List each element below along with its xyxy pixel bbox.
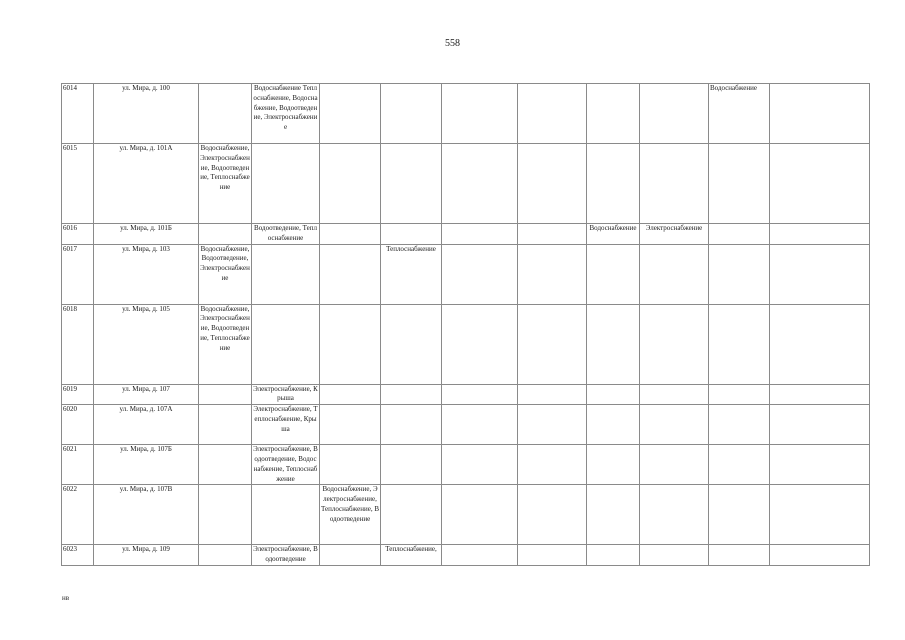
works-cell [709,405,770,445]
works-cell [199,405,252,445]
table-row [62,384,870,405]
works-cell [709,304,770,384]
works-cell [770,244,870,304]
row-number-cell: 6022 [62,485,94,545]
works-cell: Электроснабжение, Водоотведение, Водоснабжение, Теплоснабжение [252,445,320,485]
works-cell [640,405,709,445]
works-cell [518,384,587,405]
works-cell [320,84,381,144]
works-cell [442,144,518,224]
row-number-cell: 6023 [62,545,94,566]
works-cell [252,244,320,304]
works-cell [640,384,709,405]
works-cell: Электроснабжение [640,224,709,245]
row-number-cell: 6018 [62,304,94,384]
works-cell [252,144,320,224]
works-cell [640,545,709,566]
works-cell [518,405,587,445]
works-cell [587,144,640,224]
works-cell [199,485,252,545]
row-number-cell: 6020 [62,405,94,445]
works-cell [320,244,381,304]
address-cell: ул. Мира, д. 100 [94,84,199,144]
works-cell [587,304,640,384]
works-cell [320,405,381,445]
works-cell [199,445,252,485]
works-cell [442,445,518,485]
works-cell [518,545,587,566]
works-cell [320,304,381,384]
works-cell [709,445,770,485]
works-cell [518,244,587,304]
works-cell [587,244,640,304]
works-cell [587,384,640,405]
row-number-cell: 6015 [62,144,94,224]
works-cell [381,224,442,245]
works-cell [587,405,640,445]
address-cell: ул. Мира, д. 107В [94,485,199,545]
table-body [62,84,870,566]
works-cell [770,405,870,445]
table-row [62,84,870,144]
works-cell [640,304,709,384]
works-cell [442,405,518,445]
works-cell [640,244,709,304]
row-number-cell: 6016 [62,224,94,245]
works-cell [199,84,252,144]
works-cell: Теплоснабжение [381,244,442,304]
address-cell: ул. Мира, д. 107Б [94,445,199,485]
works-cell [518,485,587,545]
works-cell [518,224,587,245]
works-cell [381,445,442,485]
works-cell [518,84,587,144]
works-cell [199,545,252,566]
works-cell: Водоснабжение [587,224,640,245]
row-number-cell: 6017 [62,244,94,304]
works-cell [252,304,320,384]
works-cell [320,545,381,566]
address-cell: ул. Мира, д. 103 [94,244,199,304]
row-number-cell: 6021 [62,445,94,485]
works-cell [381,84,442,144]
works-cell [381,485,442,545]
address-cell: ул. Мира, д. 107 [94,384,199,405]
works-cell [442,224,518,245]
works-cell [770,445,870,485]
table-row [62,224,870,245]
works-cell [199,224,252,245]
works-cell [442,384,518,405]
works-cell [640,445,709,485]
works-cell [252,485,320,545]
works-cell [199,384,252,405]
table-row [62,445,870,485]
works-cell [640,144,709,224]
table-row [62,485,870,545]
address-cell: ул. Мира, д. 105 [94,304,199,384]
works-cell [381,384,442,405]
footer-mark: нв [62,594,70,602]
works-cell [518,445,587,485]
works-cell [770,384,870,405]
works-cell [587,84,640,144]
address-cell: ул. Мира, д. 101А [94,144,199,224]
works-cell [320,384,381,405]
works-cell: Электроснабжение, Теплоснабжение, Крыша [252,405,320,445]
table-row [62,304,870,384]
works-cell [381,144,442,224]
address-cell: ул. Мира, д. 107А [94,405,199,445]
row-number-cell: 6014 [62,84,94,144]
works-cell [518,304,587,384]
page-number: 558 [445,38,460,49]
works-cell: Водоотведение, Теплоснабжение [252,224,320,245]
works-cell [320,144,381,224]
works-cell [442,244,518,304]
repair-schedule-table [61,83,870,566]
works-cell: Водоснабжение Теплоснабжение, Водоснабжение, Водоотведение, Электроснабжение [252,84,320,144]
works-cell [709,545,770,566]
works-cell [709,485,770,545]
table-row [62,244,870,304]
works-cell [709,244,770,304]
works-cell [640,84,709,144]
works-cell: Электроснабжение, Водоотведение [252,545,320,566]
works-cell [587,545,640,566]
works-cell [442,485,518,545]
works-cell: Водоснабжение, Водоотведение, Электроснабжение [199,244,252,304]
works-cell [381,304,442,384]
works-cell [709,224,770,245]
works-cell [770,144,870,224]
works-cell [709,384,770,405]
table-row [62,545,870,566]
works-cell [770,304,870,384]
works-cell: Водоснабжение, Электроснабжение, Водоотведение, Теплоснабжение [199,304,252,384]
address-cell: ул. Мира, д. 109 [94,545,199,566]
works-cell [442,304,518,384]
works-cell [640,485,709,545]
works-cell [381,405,442,445]
works-cell [587,445,640,485]
works-cell [770,224,870,245]
works-cell [709,144,770,224]
works-cell [587,485,640,545]
works-cell [770,485,870,545]
works-cell [320,445,381,485]
works-cell: Теплоснабжение, [381,545,442,566]
table-row [62,405,870,445]
table-row [62,144,870,224]
works-cell: Водоснабжение, Электроснабжение, Теплоснабжение, Водоотведение [320,485,381,545]
works-cell: Водоснабжение, Электроснабжение, Водоотведение, Теплоснабжение [199,144,252,224]
works-cell [442,545,518,566]
address-cell: ул. Мира, д. 101Б [94,224,199,245]
works-cell [770,545,870,566]
works-cell: Водоснабжение [709,84,770,144]
works-cell [770,84,870,144]
row-number-cell: 6019 [62,384,94,405]
works-cell [518,144,587,224]
works-cell [442,84,518,144]
works-cell [320,224,381,245]
works-cell: Электроснабжение, Крыша [252,384,320,405]
